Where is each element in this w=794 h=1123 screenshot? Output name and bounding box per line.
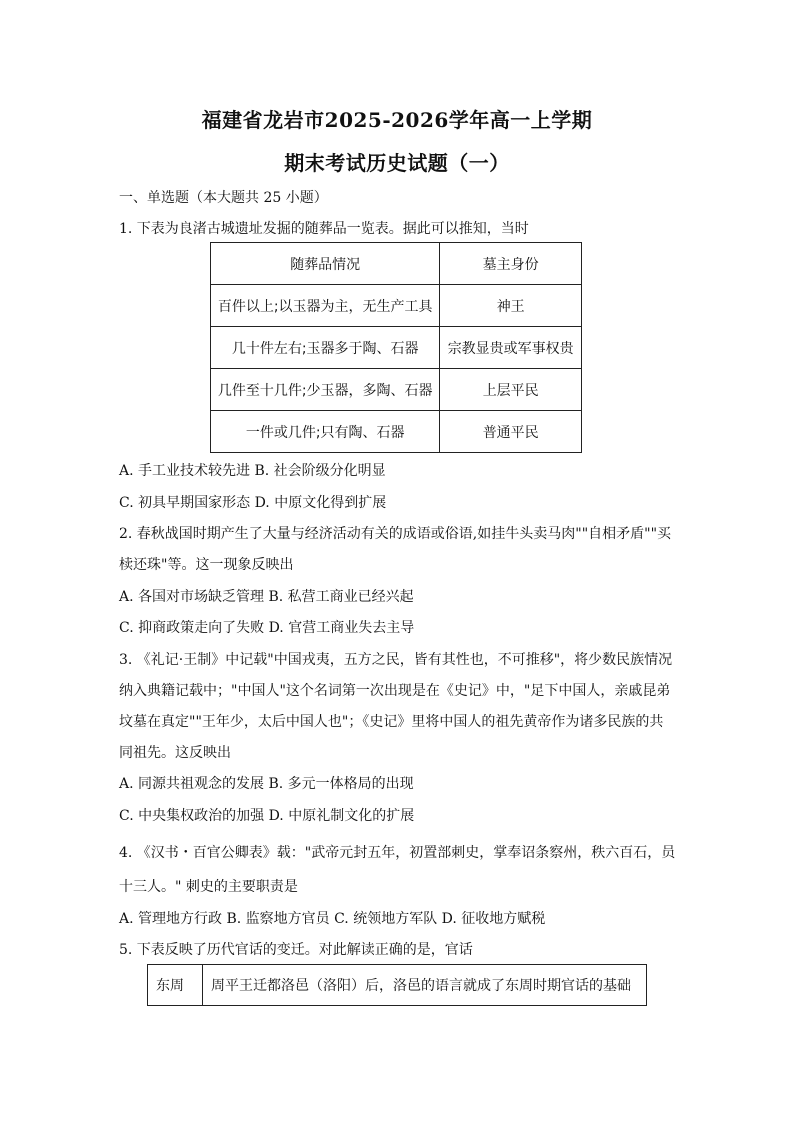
q4-options-line1: A. 管理地方行政 B. 监察地方官员 C. 统领地方军队 D. 征收地方赋税 [119,911,546,927]
q5-stem: 5. 下表反映了历代官话的变迁。对此解读正确的是，官话 [119,942,473,958]
q1-options-line1: A. 手工业技术较先进 B. 社会阶级分化明显 [119,463,386,479]
q3-options-line2: C. 中央集权政治的加强 D. 中原礼制文化的扩展 [119,808,415,824]
table-row [148,965,647,1006]
table-cell: 百件以上;以玉器为主，无生产工具 [211,285,440,327]
q3-stem-line4: 同祖先。这反映出 [119,745,231,761]
q3-stem-line3: 坟墓在真定""王年少，太后中国人也"；《史记》里将中国人的祖先黄帝作为诸多民族的共 [119,714,664,730]
table-row [211,285,582,327]
table-header-cell: 随葬品情况 [211,243,440,285]
table-cell: 东周 [148,965,203,1006]
q3-options-line1: A. 同源共祖观念的发展 B. 多元一体格局的出现 [119,776,414,792]
q4-stem-line1: 4. 《汉书・百官公卿表》载："武帝元封五年，初置部刺史，掌奉诏条察州，秩六百石，员 [119,845,676,861]
q3-stem-line1: 3. 《礼记·王制》中记载"中国戎夷，五方之民，皆有其性也，不可推移"，将少数民族情况 [119,652,673,668]
table-row [211,369,582,411]
section-heading: 一、单选题（本大题共 25 小题） [119,190,328,206]
table-row [211,327,582,369]
table-header-cell: 墓主身份 [440,243,582,285]
q4-stem-line2: 十三人。" 刺史的主要职责是 [119,879,298,895]
q1-options-line2: C. 初具早期国家形态 D. 中原文化得到扩展 [119,495,387,511]
table-cell: 普通平民 [440,411,582,453]
q5-table [147,964,647,1006]
q2-options-line2: C. 抑商政策走向了失败 D. 官营工商业失去主导 [119,620,415,636]
q3-stem-line2: 纳入典籍记载中；"中国人"这个名词第一次出现是在《史记》中，"足下中国人，亲戚昆弟 [119,683,671,699]
table-cell: 一件或几件;只有陶、石器 [211,411,440,453]
table-cell: 宗教显贵或军事权贵 [440,327,582,369]
table-cell: 神王 [440,285,582,327]
q2-stem-line1: 2. 春秋战国时期产生了大量与经济活动有关的成语或俗语,如挂牛头卖马肉""自相矛盾""买 [119,526,672,542]
page-title-line2: 期末考试历史试题（一） [284,151,510,175]
table-cell: 上层平民 [440,369,582,411]
q2-stem-line2: 椟还珠"等。这一现象反映出 [119,557,294,573]
table-row [211,411,582,453]
q1-stem: 1. 下表为良渚古城遗址发掘的随葬品一览表。据此可以推知，当时 [119,221,529,237]
table-row [211,243,582,285]
q1-table [210,242,582,453]
table-cell: 几十件左右;玉器多于陶、石器 [211,327,440,369]
table-cell: 周平王迁都洛邑（洛阳）后，洛邑的语言就成了东周时期官话的基础 [203,965,647,1006]
page-title-line1: 福建省龙岩市2025-2026学年高一上学期 [201,108,593,132]
q2-options-line1: A. 各国对市场缺乏管理 B. 私营工商业已经兴起 [119,589,414,605]
table-cell: 几件至十几件;少玉器，多陶、石器 [211,369,440,411]
